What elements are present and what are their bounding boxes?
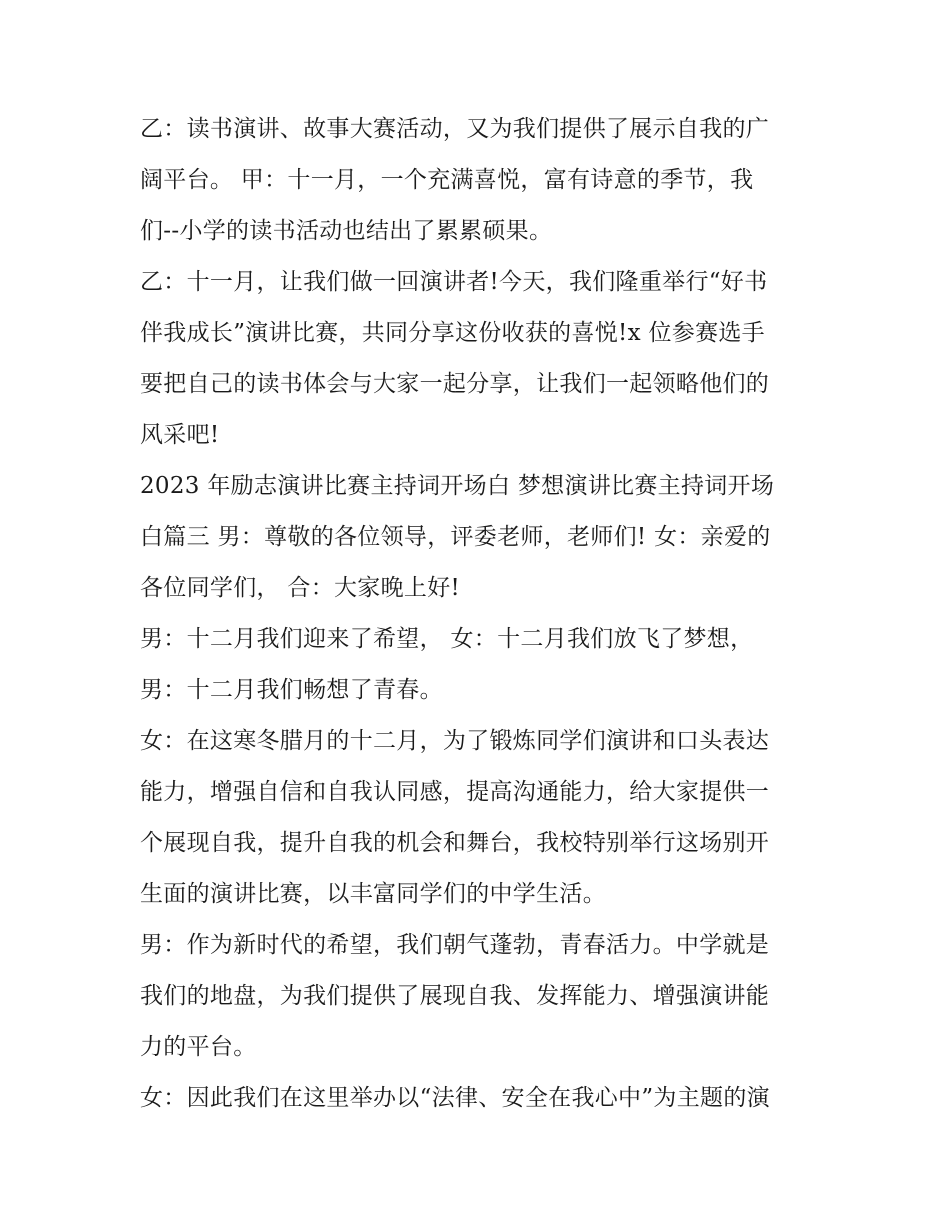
text-line: 各位同学们， 合：大家晚上好! [140,575,461,601]
text-line: 力的平台。 [140,1034,257,1060]
text-line: 2023 年励志演讲比赛主持词开场白 梦想演讲比赛主持词开场 [140,473,775,499]
text-line: 乙：十一月，让我们做一回演讲者!今天，我们隆重举行“好书 [140,269,768,295]
text-line: 要把自己的读书体会与大家一起分享，让我们一起领略他们的 [140,371,770,397]
text-line: 生面的演讲比赛，以丰富同学们的中学生活。 [140,881,606,907]
text-line: 男：作为新时代的希望，我们朝气蓬勃，青春活力。中学就是 [140,932,770,958]
text-line: 女：在这寒冬腊月的十二月，为了锻炼同学们演讲和口头表达 [140,728,770,754]
text-line: 们--小学的读书活动也结出了累累硕果。 [140,218,553,244]
text-line: 女：因此我们在这里举办以“法律、安全在我心中”为主题的演 [140,1085,770,1111]
text-line: 男：十二月我们迎来了希望， 女：十二月我们放飞了梦想， [140,626,754,652]
document-page [140,104,812,1124]
text-line: 白篇三 男：尊敬的各位领导，评委老师，老师们! 女：亲爱的 [140,524,771,550]
text-line: 我们的地盘，为我们提供了展现自我、发挥能力、增强演讲能 [140,983,770,1009]
text-line: 阔平台。 甲：十一月，一个充满喜悦，富有诗意的季节，我 [140,167,754,193]
text-line: 乙：读书演讲、故事大赛活动，又为我们提供了展示自我的广 [140,116,770,142]
text-line: 男：十二月我们畅想了青春。 [140,677,443,703]
text-line: 伴我成长”演讲比赛，共同分享这份收获的喜悦!x 位参赛选手 [140,320,765,346]
text-line: 风采吧! [140,422,220,448]
text-line: 个展现自我，提升自我的机会和舞台，我校特别举行这场别开 [140,830,770,856]
text-line: 能力，增强自信和自我认同感，提高沟通能力，给大家提供一 [140,779,770,805]
